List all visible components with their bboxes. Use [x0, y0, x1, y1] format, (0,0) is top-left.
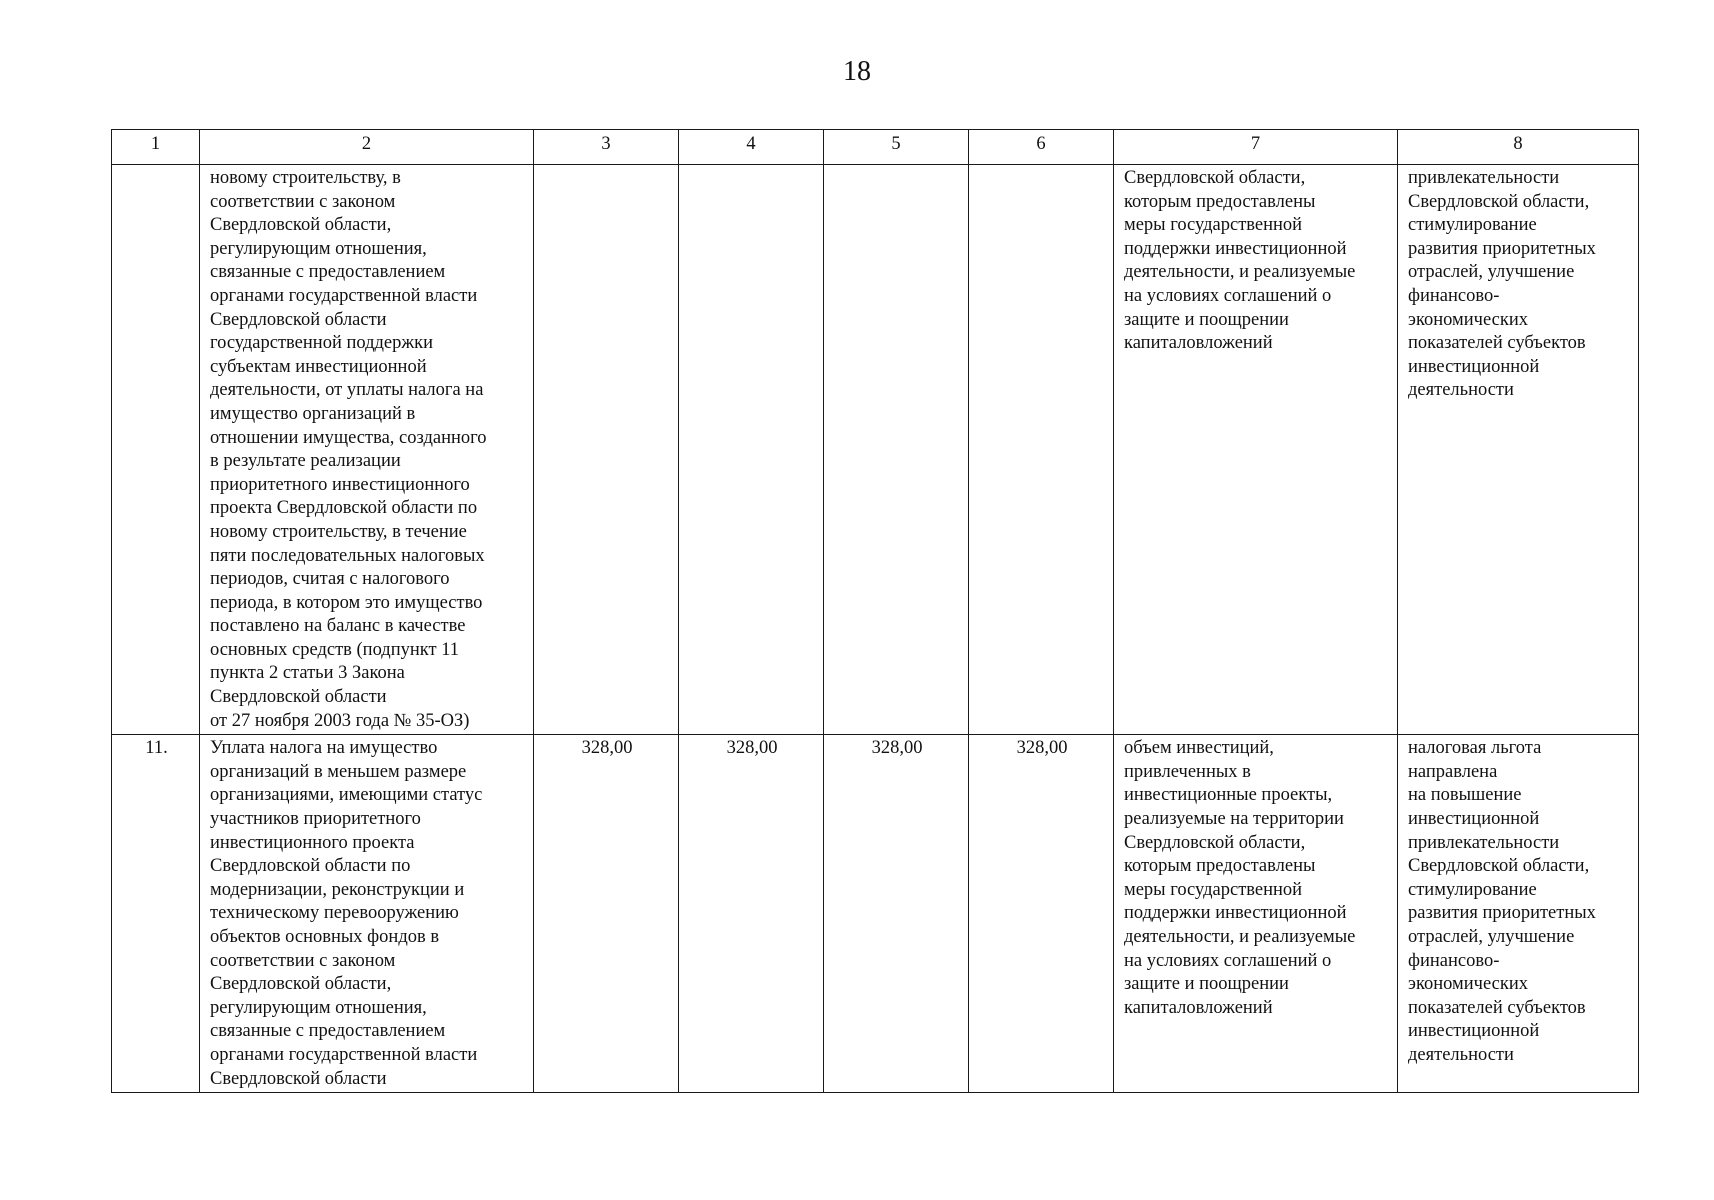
purpose-cell: налоговая льгота направлена на повышение инвестиционной привлекательности Свердловской области, стимулирование развития приоритетных отраслей, улучшение финансово- экономических показателей субъектов инвестиционной деятельности: [1398, 735, 1639, 1093]
page-number: 18: [843, 56, 871, 87]
table-row: [112, 165, 1639, 735]
column-header-4: 4: [679, 130, 824, 165]
value-cell-col4: [679, 165, 824, 735]
tax-benefit-table: [111, 129, 1639, 1093]
indicator-cell: Свердловской области, которым предоставлены меры государственной поддержки инвестиционной деятельности, и реализуемые на условиях соглашений о защите и поощрении капиталовложений: [1114, 165, 1398, 735]
description-cell: новому строительству, в соответствии с законом Свердловской области, регулирующим отношения, связанные с предоставлением органами государственной власти Свердловской области государственной поддержки субъектам инвестиционной деятельности, от уплаты налога на имущество организаций в отношении имущества, созданного в результате реализации приоритетного инвестиционного проекта Свердловской области по новому строительству, в течение пяти последовательных налоговых периодов, считая с налогового периода, в котором это имущество поставлено на баланс в качестве основных средств (подпункт 11 пункта 2 статьи 3 Закона Свердловской области от 27 ноября 2003 года № 35-ОЗ): [200, 165, 534, 735]
value-cell-col5: 328,00: [824, 735, 969, 1093]
column-header-2: 2: [200, 130, 534, 165]
description-cell: Уплата налога на имущество организаций в меньшем размере организациями, имеющими статус участников приоритетного инвестиционного проекта Свердловской области по модернизации, реконструкции и техническому перевооружению объектов основных фондов в соответствии с законом Свердловской области, регулирующим отношения, связанные с предоставлением органами государственной власти Свердловской области: [200, 735, 534, 1093]
value-cell-col3: 328,00: [534, 735, 679, 1093]
value-cell-col4: 328,00: [679, 735, 824, 1093]
table-row: [112, 735, 1639, 1093]
column-header-6: 6: [969, 130, 1114, 165]
value-cell-col3: [534, 165, 679, 735]
column-header-7: 7: [1114, 130, 1398, 165]
value-cell-col6: [969, 165, 1114, 735]
value-cell-col5: [824, 165, 969, 735]
purpose-cell: привлекательности Свердловской области, стимулирование развития приоритетных отраслей, улучшение финансово- экономических показателей субъектов инвестиционной деятельности: [1398, 165, 1639, 735]
indicator-cell: объем инвестиций, привлеченных в инвестиционные проекты, реализуемые на территории Свердловской области, которым предоставлены меры государственной поддержки инвестиционной деятельности, и реализуемые на условиях соглашений о защите и поощрении капиталовложений: [1114, 735, 1398, 1093]
header-row: [112, 130, 1639, 165]
column-header-3: 3: [534, 130, 679, 165]
column-header-5: 5: [824, 130, 969, 165]
row-number-cell: [112, 165, 200, 735]
column-header-8: 8: [1398, 130, 1639, 165]
row-number-cell: 11.: [112, 735, 200, 1093]
value-cell-col6: 328,00: [969, 735, 1114, 1093]
column-header-1: 1: [112, 130, 200, 165]
